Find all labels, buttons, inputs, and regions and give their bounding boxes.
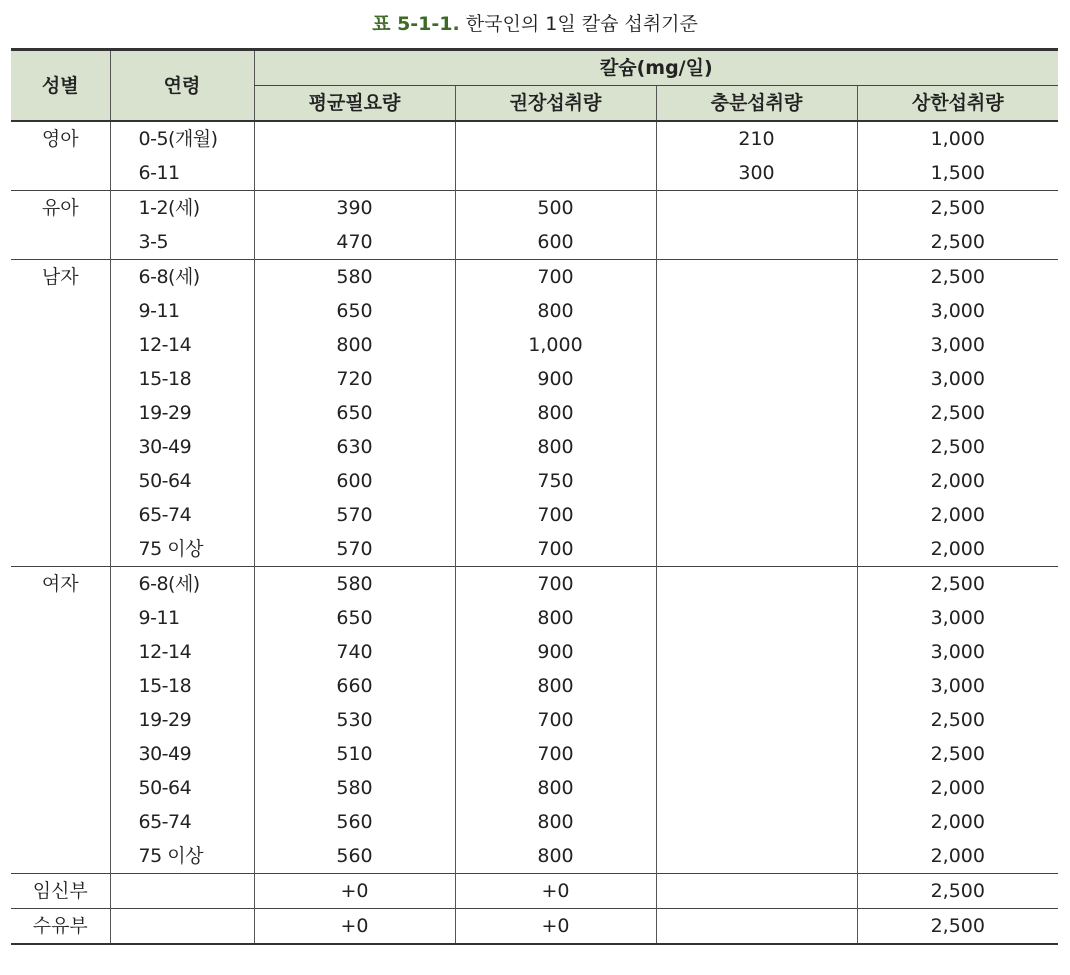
age-cell: 65-74 xyxy=(110,805,254,839)
table-row xyxy=(11,225,1058,260)
sex-cell xyxy=(11,362,110,396)
table-row xyxy=(11,191,1058,226)
table-row xyxy=(11,874,1058,909)
table-row xyxy=(11,805,1058,839)
ai-cell xyxy=(656,260,857,295)
age-cell: 19-29 xyxy=(110,703,254,737)
ear-cell: 580 xyxy=(254,567,455,602)
age-cell: 15-18 xyxy=(110,669,254,703)
age-cell: 1-2(세) xyxy=(110,191,254,226)
ul-cell: 3,000 xyxy=(857,328,1058,362)
header-calcium-group: 칼슘(mg/일) xyxy=(254,50,1058,86)
rni-cell: 800 xyxy=(455,396,656,430)
ear-cell: 570 xyxy=(254,498,455,532)
table-row xyxy=(11,771,1058,805)
ear-cell: 570 xyxy=(254,532,455,567)
rni-cell: 800 xyxy=(455,839,656,874)
sex-cell xyxy=(11,703,110,737)
ear-cell: +0 xyxy=(254,909,455,945)
table-row xyxy=(11,260,1058,295)
calcium-intake-table xyxy=(11,48,1058,945)
table-row xyxy=(11,156,1058,191)
rni-cell xyxy=(455,121,656,156)
age-cell: 6-8(세) xyxy=(110,260,254,295)
sex-cell xyxy=(11,396,110,430)
ai-cell xyxy=(656,601,857,635)
sex-cell xyxy=(11,156,110,191)
ear-cell: 650 xyxy=(254,294,455,328)
ul-cell: 2,500 xyxy=(857,874,1058,909)
ul-cell: 1,000 xyxy=(857,121,1058,156)
ai-cell xyxy=(656,396,857,430)
ear-cell: 800 xyxy=(254,328,455,362)
age-cell xyxy=(110,909,254,945)
rni-cell: 800 xyxy=(455,294,656,328)
table-row xyxy=(11,498,1058,532)
ear-cell: 630 xyxy=(254,430,455,464)
rni-cell: 700 xyxy=(455,532,656,567)
table-caption xyxy=(0,10,1070,38)
table-row xyxy=(11,396,1058,430)
ai-cell: 300 xyxy=(656,156,857,191)
age-cell: 19-29 xyxy=(110,396,254,430)
ear-cell: 720 xyxy=(254,362,455,396)
ear-cell: 470 xyxy=(254,225,455,260)
ai-cell xyxy=(656,532,857,567)
age-cell: 65-74 xyxy=(110,498,254,532)
ai-cell: 210 xyxy=(656,121,857,156)
rni-cell: 800 xyxy=(455,430,656,464)
ul-cell: 2,500 xyxy=(857,430,1058,464)
ai-cell xyxy=(656,839,857,874)
ai-cell xyxy=(656,737,857,771)
table-row xyxy=(11,121,1058,156)
ai-cell xyxy=(656,703,857,737)
ul-cell: 2,500 xyxy=(857,260,1058,295)
ul-cell: 3,000 xyxy=(857,669,1058,703)
sex-cell: 여자 xyxy=(11,567,110,602)
rni-cell: +0 xyxy=(455,909,656,945)
age-cell: 15-18 xyxy=(110,362,254,396)
rni-cell: 700 xyxy=(455,737,656,771)
ai-cell xyxy=(656,191,857,226)
ear-cell: 530 xyxy=(254,703,455,737)
ear-cell: 650 xyxy=(254,396,455,430)
age-cell: 12-14 xyxy=(110,635,254,669)
sex-cell xyxy=(11,669,110,703)
ai-cell xyxy=(656,874,857,909)
ai-cell xyxy=(656,498,857,532)
ul-cell: 2,000 xyxy=(857,805,1058,839)
sex-cell xyxy=(11,225,110,260)
ear-cell: 650 xyxy=(254,601,455,635)
sex-cell xyxy=(11,601,110,635)
age-cell: 50-64 xyxy=(110,771,254,805)
table-row xyxy=(11,430,1058,464)
rni-cell: 700 xyxy=(455,703,656,737)
ai-cell xyxy=(656,430,857,464)
sex-cell xyxy=(11,464,110,498)
ai-cell xyxy=(656,464,857,498)
ul-cell: 2,500 xyxy=(857,909,1058,945)
table-row xyxy=(11,669,1058,703)
table-row xyxy=(11,362,1058,396)
rni-cell: 700 xyxy=(455,260,656,295)
caption-title: 한국인의 1일 칼슘 섭취기준 xyxy=(465,13,698,35)
ear-cell: +0 xyxy=(254,874,455,909)
table-row xyxy=(11,567,1058,602)
rni-cell: 1,000 xyxy=(455,328,656,362)
header-rni: 권장섭취량 xyxy=(455,86,656,122)
rni-cell: 900 xyxy=(455,635,656,669)
ear-cell: 560 xyxy=(254,805,455,839)
age-cell: 3-5 xyxy=(110,225,254,260)
ul-cell: 2,500 xyxy=(857,191,1058,226)
ear-cell: 600 xyxy=(254,464,455,498)
rni-cell: +0 xyxy=(455,874,656,909)
ai-cell xyxy=(656,294,857,328)
rni-cell: 800 xyxy=(455,601,656,635)
sex-cell xyxy=(11,737,110,771)
table-row xyxy=(11,464,1058,498)
ai-cell xyxy=(656,567,857,602)
ul-cell: 3,000 xyxy=(857,601,1058,635)
table-row xyxy=(11,328,1058,362)
ai-cell xyxy=(656,362,857,396)
ul-cell: 2,000 xyxy=(857,771,1058,805)
ear-cell: 560 xyxy=(254,839,455,874)
ul-cell: 2,500 xyxy=(857,225,1058,260)
table-row xyxy=(11,601,1058,635)
sex-cell: 남자 xyxy=(11,260,110,295)
ul-cell: 2,000 xyxy=(857,839,1058,874)
ear-cell: 740 xyxy=(254,635,455,669)
header-sex: 성별 xyxy=(11,50,110,122)
caption-label: 표 5-1-1. xyxy=(372,13,460,35)
age-cell: 75 이상 xyxy=(110,532,254,567)
ear-cell xyxy=(254,156,455,191)
sex-cell xyxy=(11,635,110,669)
ai-cell xyxy=(656,805,857,839)
ul-cell: 3,000 xyxy=(857,294,1058,328)
rni-cell: 800 xyxy=(455,771,656,805)
rni-cell: 800 xyxy=(455,805,656,839)
rni-cell: 750 xyxy=(455,464,656,498)
age-cell: 9-11 xyxy=(110,294,254,328)
table-row xyxy=(11,839,1058,874)
sex-cell xyxy=(11,294,110,328)
age-cell: 6-8(세) xyxy=(110,567,254,602)
ear-cell: 580 xyxy=(254,771,455,805)
ear-cell: 660 xyxy=(254,669,455,703)
table-row xyxy=(11,635,1058,669)
table-row xyxy=(11,909,1058,945)
ear-cell: 390 xyxy=(254,191,455,226)
age-cell: 12-14 xyxy=(110,328,254,362)
table-row xyxy=(11,737,1058,771)
age-cell: 6-11 xyxy=(110,156,254,191)
age-cell: 50-64 xyxy=(110,464,254,498)
sex-cell xyxy=(11,328,110,362)
ear-cell xyxy=(254,121,455,156)
ul-cell: 3,000 xyxy=(857,635,1058,669)
ul-cell: 2,500 xyxy=(857,396,1058,430)
age-cell: 30-49 xyxy=(110,737,254,771)
sex-cell: 영아 xyxy=(11,121,110,156)
table-row xyxy=(11,703,1058,737)
sex-cell xyxy=(11,430,110,464)
header-ear: 평균필요량 xyxy=(254,86,455,122)
age-cell: 75 이상 xyxy=(110,839,254,874)
rni-cell: 800 xyxy=(455,669,656,703)
ai-cell xyxy=(656,635,857,669)
header-age: 연령 xyxy=(110,50,254,122)
sex-cell: 수유부 xyxy=(11,909,110,945)
sex-cell xyxy=(11,805,110,839)
header-ai: 충분섭취량 xyxy=(656,86,857,122)
ear-cell: 580 xyxy=(254,260,455,295)
age-cell xyxy=(110,874,254,909)
ai-cell xyxy=(656,771,857,805)
ul-cell: 2,000 xyxy=(857,498,1058,532)
rni-cell: 700 xyxy=(455,498,656,532)
age-cell: 30-49 xyxy=(110,430,254,464)
sex-cell: 유아 xyxy=(11,191,110,226)
rni-cell: 900 xyxy=(455,362,656,396)
ai-cell xyxy=(656,225,857,260)
age-cell: 9-11 xyxy=(110,601,254,635)
ai-cell xyxy=(656,328,857,362)
table-row xyxy=(11,532,1058,567)
table-row xyxy=(11,294,1058,328)
ul-cell: 2,500 xyxy=(857,567,1058,602)
ul-cell: 2,500 xyxy=(857,737,1058,771)
rni-cell: 700 xyxy=(455,567,656,602)
rni-cell: 600 xyxy=(455,225,656,260)
sex-cell xyxy=(11,839,110,874)
sex-cell: 임신부 xyxy=(11,874,110,909)
sex-cell xyxy=(11,532,110,567)
ear-cell: 510 xyxy=(254,737,455,771)
ul-cell: 2,000 xyxy=(857,532,1058,567)
ul-cell: 1,500 xyxy=(857,156,1058,191)
sex-cell xyxy=(11,498,110,532)
ul-cell: 2,000 xyxy=(857,464,1058,498)
table-body xyxy=(11,121,1058,944)
age-cell: 0-5(개월) xyxy=(110,121,254,156)
header-ul: 상한섭취량 xyxy=(857,86,1058,122)
rni-cell: 500 xyxy=(455,191,656,226)
ul-cell: 3,000 xyxy=(857,362,1058,396)
sex-cell xyxy=(11,771,110,805)
ai-cell xyxy=(656,909,857,945)
rni-cell xyxy=(455,156,656,191)
ai-cell xyxy=(656,669,857,703)
ul-cell: 2,500 xyxy=(857,703,1058,737)
